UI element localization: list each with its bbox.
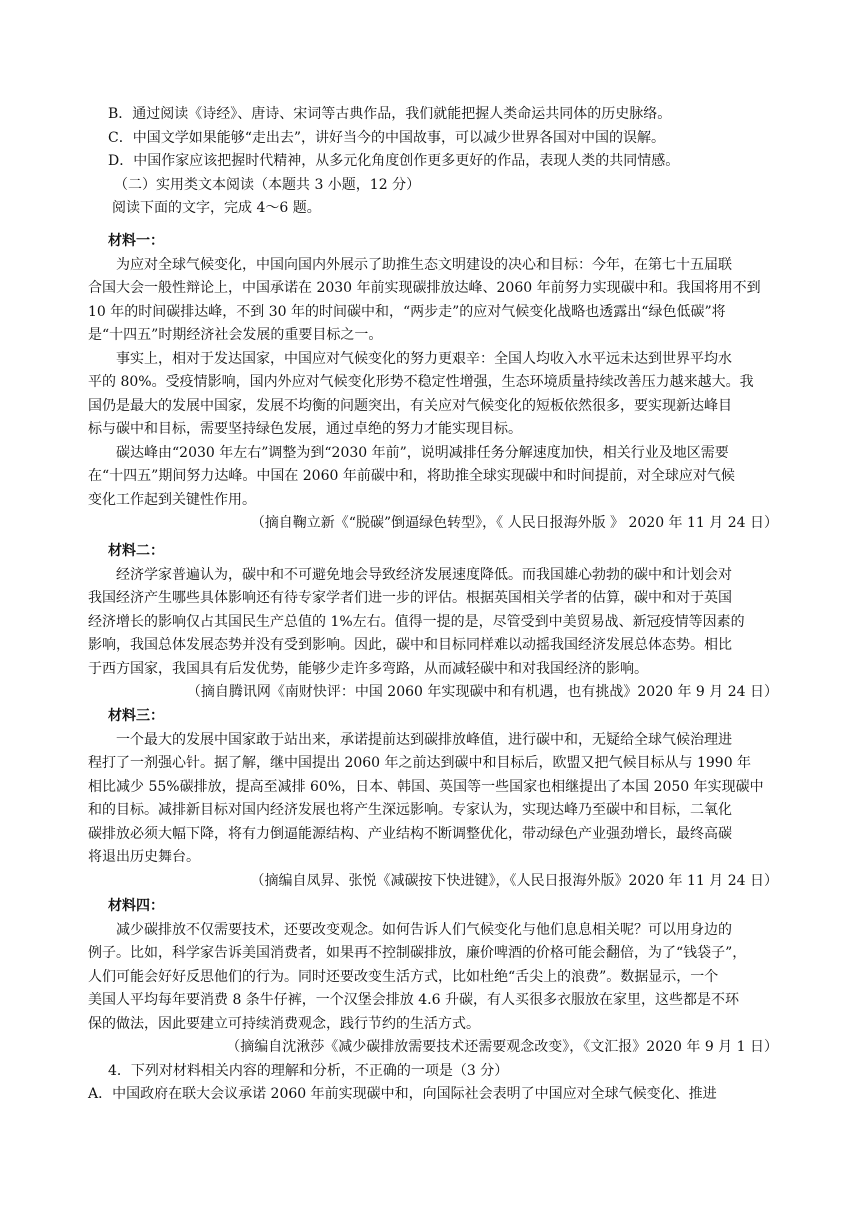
text-line: 平的 80%。受疫情影响，国内外应对气候变化形势不稳定性增强，生态环境质量持续改善压力越来越大。我 <box>88 374 754 390</box>
text-line: 国仍是最大的发展中国家，发展不均衡的问题突出，有关应对气候变化的短板依然很多，要实现新达峰目 <box>88 397 732 414</box>
text-line: 变化工作起到关键性作用。 <box>88 491 256 508</box>
question-4: 4．下列对材料相关内容的理解和分析，不正确的一项是（3 分） <box>108 1062 509 1079</box>
text-line: 合国大会一般性辩论上，中国承诺在 2030 年前实现碳排放达峰、2060 年前努力实现碳中和。我国将用不到 <box>88 280 761 296</box>
option-d: D．中国作家应该把握时代精神，从多元化角度创作更多更好的作品，表现人类的共同情感。 <box>108 153 680 169</box>
source-citation: （摘自腾讯网《南财快评：中国 2060 年实现碳中和有机遇，也有挑战》2020 年 9 月 24 日） <box>186 684 778 700</box>
material-4 <box>88 895 778 1107</box>
source-citation: （摘编自凤昇、张悦《减碳按下快进键》，《人民日报海外版》2020 年 11 月 24 日） <box>250 872 778 889</box>
text-line: 碳达峰由“2030 年左右”调整为到“2030 年前”，说明减排任务分解速度加快，相关行业及地区需要 <box>116 444 729 461</box>
text-line: 程打了一剂强心针。据了解，继中国提出 2060 年之前达到碳中和目标后，欧盟又把气候目标从与 1990 年 <box>88 755 752 771</box>
text-line: 标与碳中和目标，需要坚持绿色发展，通过卓绝的努力才能实现目标。 <box>88 421 522 437</box>
text-line: 保的做法，因此要建立可持续消费观念，践行节约的生活方式。 <box>88 1015 480 1032</box>
source-citation: （摘自鞠立新《“脱碳”倒逼绿色转型》，《 人民日报海外版 》 2020 年 11 月 24 日） <box>250 515 778 531</box>
option-a: A．中国政府在联大会议承诺 2060 年前实现碳中和，向国际社会表明了中国应对全球气候变化、推进 <box>88 1086 717 1102</box>
material-1 <box>88 230 778 536</box>
text-line: 我国经济产生哪些具体影响还有待专家学者们进一步的评估。根据英国相关学者的估算，碳中和对于英国 <box>88 590 732 606</box>
text-line: 在“十四五”期间努力达峰。中国在 2060 年前碳中和，将助推全球实现碳中和时间提前，对全球应对气候 <box>88 468 735 484</box>
instruction: 阅读下面的文字，完成 4～6 题。 <box>112 200 321 216</box>
text-line: 相比减少 55%碳排放，提高至减排 60%，日本、韩国、英国等一些国家也相继提出了本国 2050 年实现碳中 <box>88 778 764 795</box>
text-line: 将退出历史舞台。 <box>88 849 200 865</box>
material-3 <box>88 705 778 893</box>
material-heading: 材料一： <box>108 233 164 249</box>
text-line: 影响，我国总体发展态势并没有受到影响。因此，碳中和目标同样难以动摇我国经济发展总体态势。相比 <box>88 637 732 653</box>
material-heading: 材料二： <box>108 543 164 559</box>
text-line: 经济学家普遍认为，碳中和不可避免地会导致经济发展速度降低。而我国雄心勃勃的碳中和计划会对 <box>116 566 732 583</box>
section-title: （二）实用类文本阅读（本题共 3 小题，12 分） <box>114 176 421 193</box>
text-line: 事实上，相对于发达国家，中国应对气候变化的努力更艰辛：全国人均收入水平远未达到世界平均水 <box>116 350 732 367</box>
text-line: 于西方国家，我国具有后发优势，能够少走许多弯路，从而减轻碳中和对我国经济的影响。 <box>88 660 648 677</box>
text-line: 人们可能会好好反思他们的行为。同时还要改变生活方式，比如杜绝“舌尖上的浪费”。数据显示，一个 <box>88 968 719 985</box>
text-line: 经济增长的影响仅占其国民生产总值的 1%左右。值得一提的是，尽管受到中美贸易战、新冠疫情等因素的 <box>88 613 745 630</box>
option-c: C．中国文学如果能够“走出去”，讲好当今的中国故事，可以减少世界各国对中国的误解。 <box>108 129 666 146</box>
text-line: 为应对全球气候变化，中国向国内外展示了助推生态文明建设的决心和目标：今年，在第七十五届联 <box>116 256 732 273</box>
source-citation: （摘编自沈湫莎《减少碳排放需要技术还需要观念改变》，《文汇报》2020 年 9 月 1 日） <box>226 1039 778 1055</box>
material-heading: 材料四： <box>108 898 164 914</box>
text-line: 10 年的时间碳排达峰，不到 30 年的时间碳中和，“两步走”的应对气候变化战略也透露出“绿色低碳”将 <box>88 303 726 320</box>
text-line: 减少碳排放不仅需要技术，还要改变观念。如何告诉人们气候变化与他们息息相关呢？可以用身边的 <box>116 921 732 938</box>
previous-options <box>88 103 778 221</box>
text-line: 碳排放必须大幅下降，将有力倒逼能源结构、产业结构不断调整优化，带动绿色产业强劲增长，最终高碳 <box>88 825 732 842</box>
text-line: 例子。比如，科学家告诉美国消费者，如果再不控制碳排放，廉价啤酒的价格可能会翻倍，为了“钱袋子”， <box>88 945 747 961</box>
text-line: 是“十四五”时期经济社会发展的重要目标之一。 <box>88 327 383 343</box>
material-heading: 材料三： <box>108 708 164 724</box>
material-2 <box>88 540 778 705</box>
text-line: 美国人平均每年要消费 8 条牛仔裤，一个汉堡会排放 4.6 升碳，有人买很多衣服放在家里，这些都是不环 <box>88 992 739 1008</box>
text-line: 和的目标。减排新目标对国内经济发展也将产生深远影响。专家认为，实现达峰乃至碳中和目标，二氧化 <box>88 802 732 818</box>
option-b: B．通过阅读《诗经》、唐诗、宋词等古典作品，我们就能把握人类命运共同体的历史脉络。 <box>108 106 672 122</box>
text-line: 一个最大的发展中国家敢于站出来，承诺提前达到碳排放峰值，进行碳中和，无疑给全球气候治理进 <box>116 731 732 748</box>
